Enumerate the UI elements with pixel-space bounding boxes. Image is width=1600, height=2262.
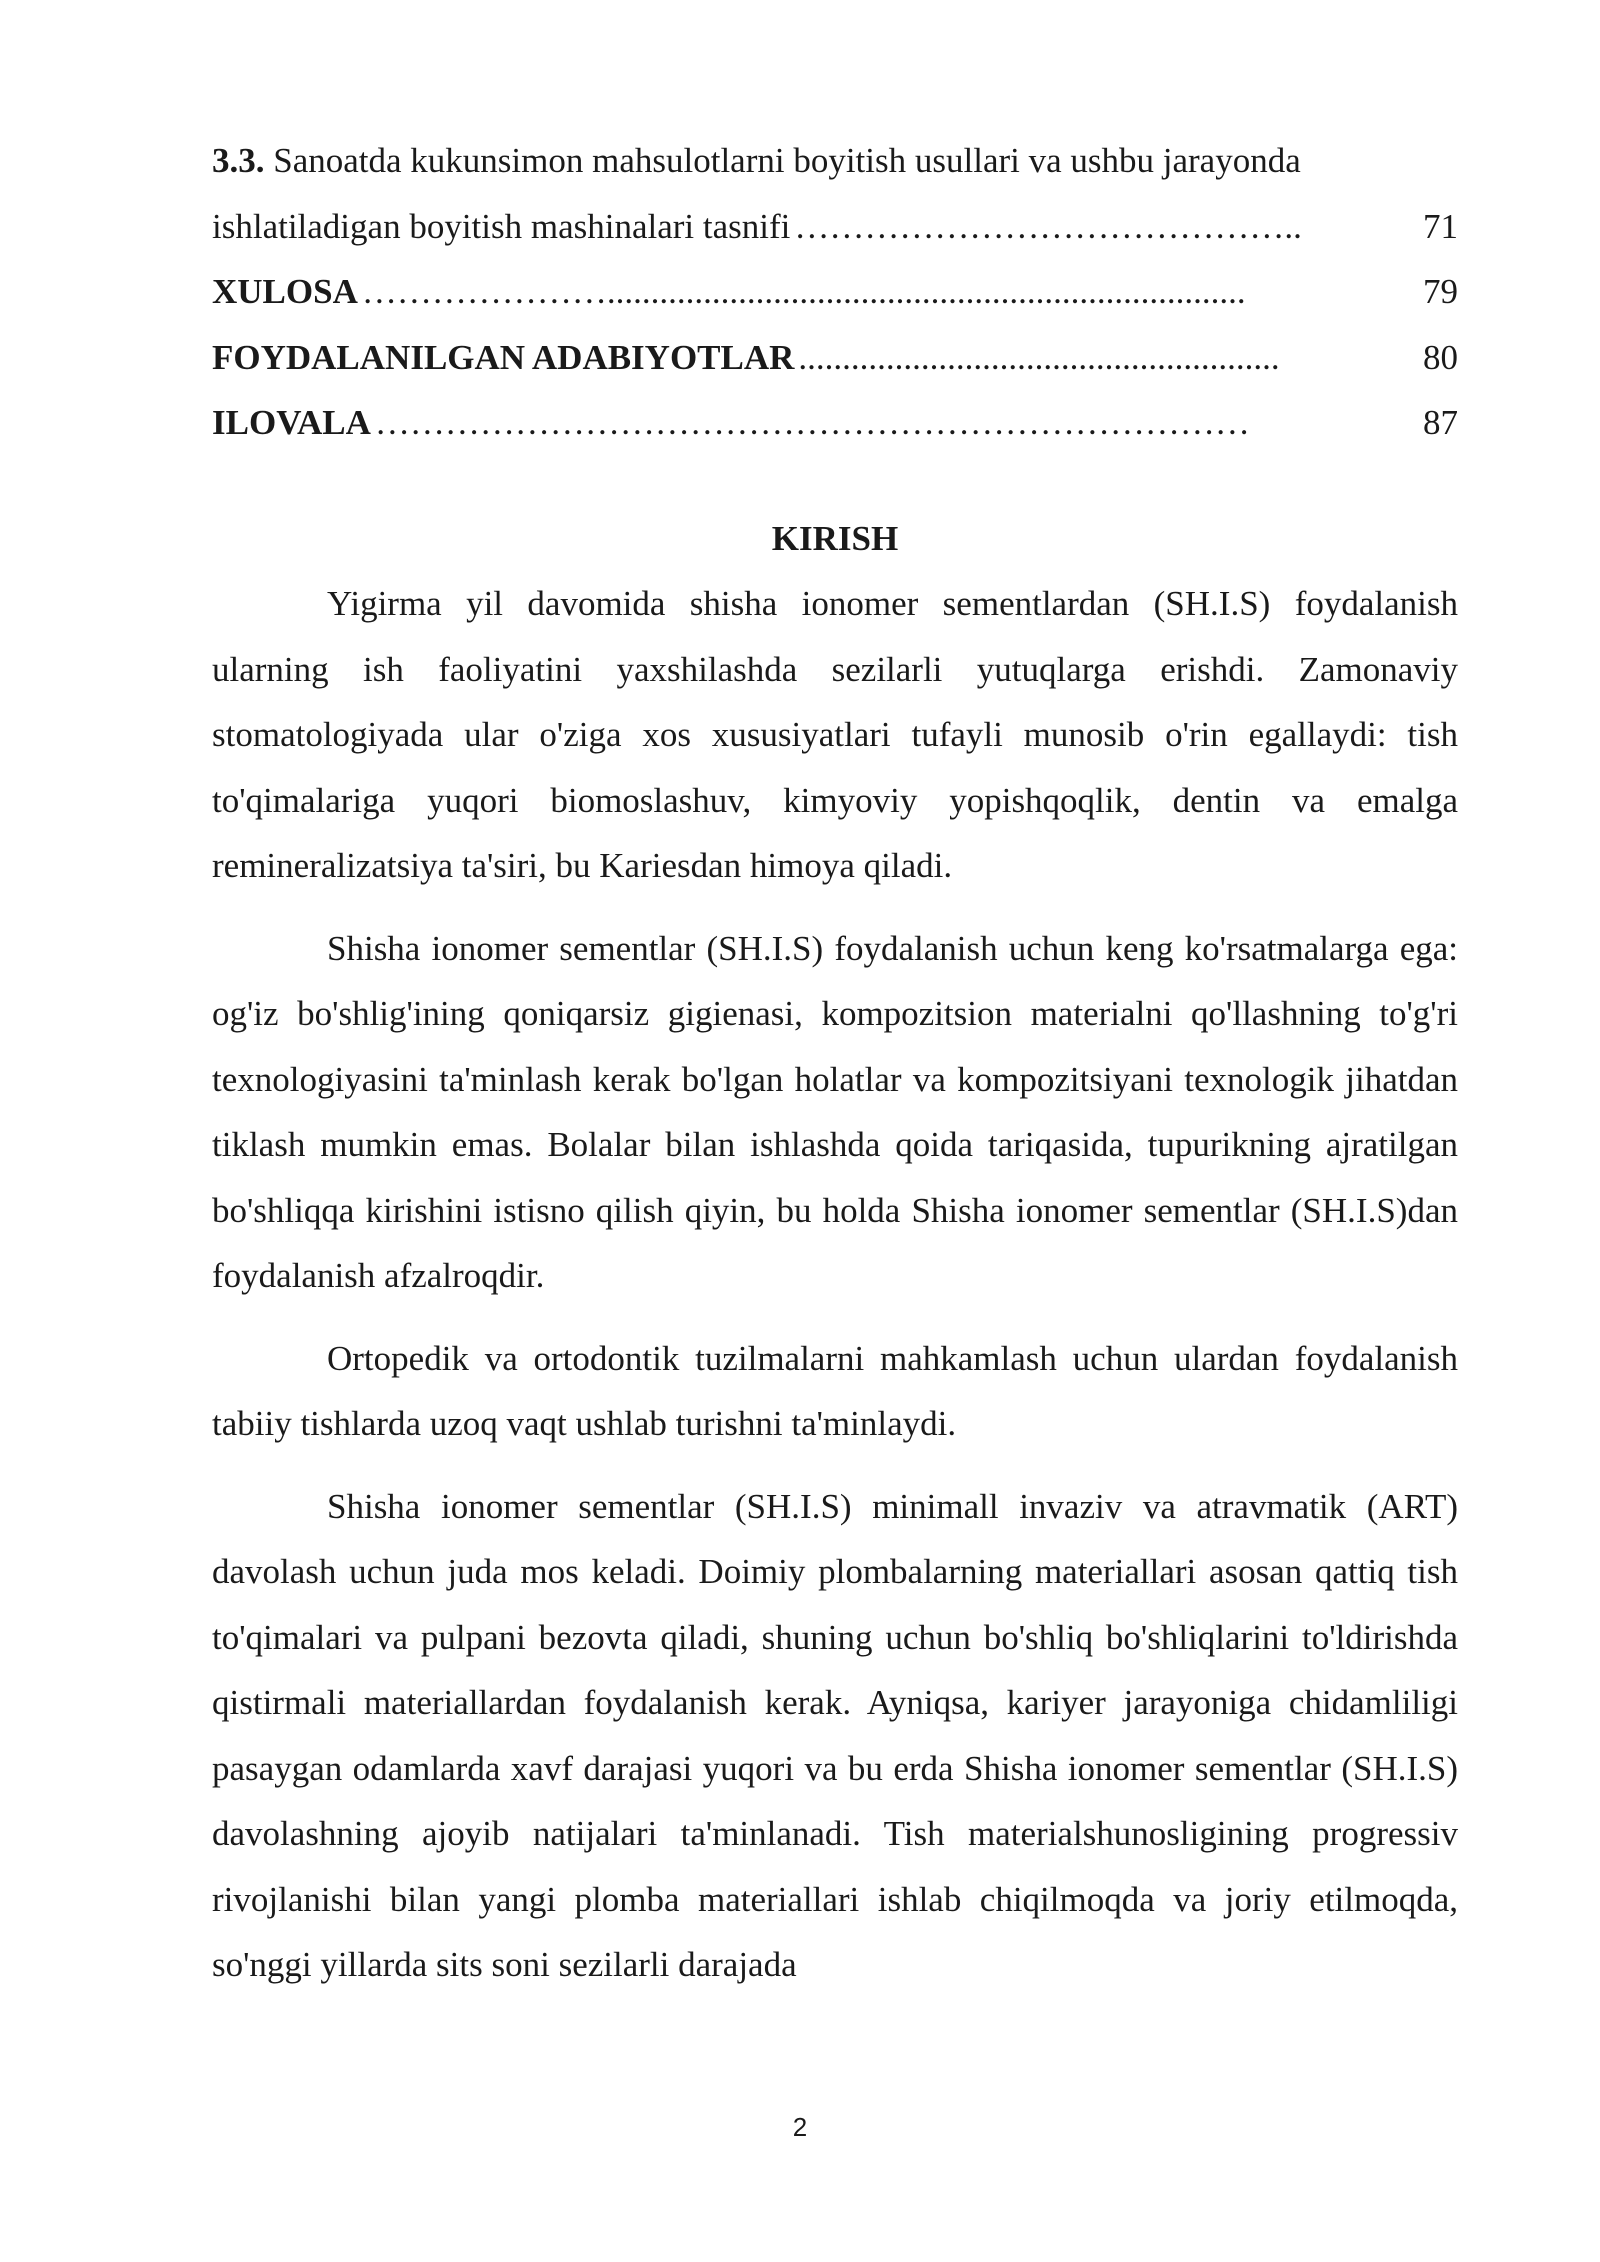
toc-entry-title-line1: Sanoatda kukunsimon mahsulotlarni boyitish usullari va ushbu jarayonda [273, 141, 1301, 180]
toc-page-number: 87 [1423, 403, 1458, 442]
body-paragraph: Shisha ionomer sementlar (SH.I.S) foydalanish uchun keng ko'rsatmalarga ega: og'iz bo'shlig'ining qoniqarsiz gigienasi, kompozitsion materialni qo'llashning to'g'ri texnologiyasini ta'minlash kerak bo'lgan holatlar va kompozitsiyani texnologik jihatdan tiklash mumkin emas. Bolalar bilan ishlashda qoida tariqasida, tupurikning ajratilgan bo'shliqqa kirishini istisno qilish qiyin, bu holda Shisha ionomer sementlar (SH.I.S)dan foydalanish afzalroqdir. [212, 928, 1458, 1295]
page-number: 2 [792, 2112, 808, 2142]
body-paragraph: Shisha ionomer sementlar (SH.I.S) minimall invaziv va atravmatik (ART) davolash uchun juda mos keladi. Doimiy plombalarning materiallari asosan qattiq tish to'qimalari va pulpani bezovta qiladi, shuning uchun bo'shliq bo'shliqlarini to'ldirishda qistirmali materiallardan foydalanish kerak. Ayniqsa, kariyer jarayoniga chidamliligi pasaygan odamlarda xavf darajasi yuqori va bu erda Shisha ionomer sementlar (SH.I.S) davolashning ajoyib natijalari ta'minlanadi. Tish materialshunosligining progressiv rivojlanishi bilan yangi plomba materiallari ishlab chiqilmoqda va joriy etilmoqda, so'nggi yillarda sits soni sezilarli darajada [212, 1486, 1458, 1984]
toc-leader-dots: …………………………………….. [794, 206, 1302, 246]
toc-page-number: 80 [1423, 337, 1458, 377]
toc-page-number: 71 [1423, 206, 1458, 246]
toc-entry-ilovala [212, 390, 1458, 456]
toc-page-number: 79 [1423, 272, 1458, 311]
toc-entry-number: 3.3. [212, 141, 265, 180]
page-content [212, 128, 1458, 2015]
body-paragraph: Yigirma yil davomida shisha ionomer sementlardan (SH.I.S) foydalanish ularning ish faoliyatini yaxshilashda sezilarli yutuqlarga erishdi. Zamonaviy stomatologiyada ular o'ziga xos xususiyatlari tufayli munosib o'rin egallaydi: tish to'qimalariga yuqori biomoslashuv, kimyoviy yopishqoqlik, dentin va emalga remineralizatsiya ta'siri, bu Kariesdan himoya qiladi. [212, 584, 1458, 885]
table-of-contents [212, 128, 1458, 456]
toc-leader-dots: ………………………………………………………………… [374, 403, 1250, 442]
toc-entry-title: FOYDALANILGAN ADABIYOTLAR [212, 337, 795, 377]
toc-leader-dots: ....................................................... [798, 337, 1280, 377]
toc-entry-3-3 [212, 128, 1458, 259]
section-title: KIRISH [771, 518, 899, 558]
body-paragraph: Ortopedik va ortodontik tuzilmalarni mahkamlash uchun ulardan foydalanish tabiiy tishlarda uzoq vaqt ushlab turishni ta'minlaydi. [212, 1338, 1458, 1443]
toc-entry-title: XULOSA [212, 272, 358, 311]
toc-entry-xulosa [212, 259, 1458, 325]
toc-entry-title: ILOVALA [212, 403, 371, 442]
toc-leader-dots: …………………......................................................................... [361, 272, 1246, 311]
toc-entry-foydalanilgan-adabiyotlar [212, 325, 1458, 391]
toc-entry-title-line2: ishlatiladigan boyitish mashinalari tasnifi [212, 206, 791, 246]
